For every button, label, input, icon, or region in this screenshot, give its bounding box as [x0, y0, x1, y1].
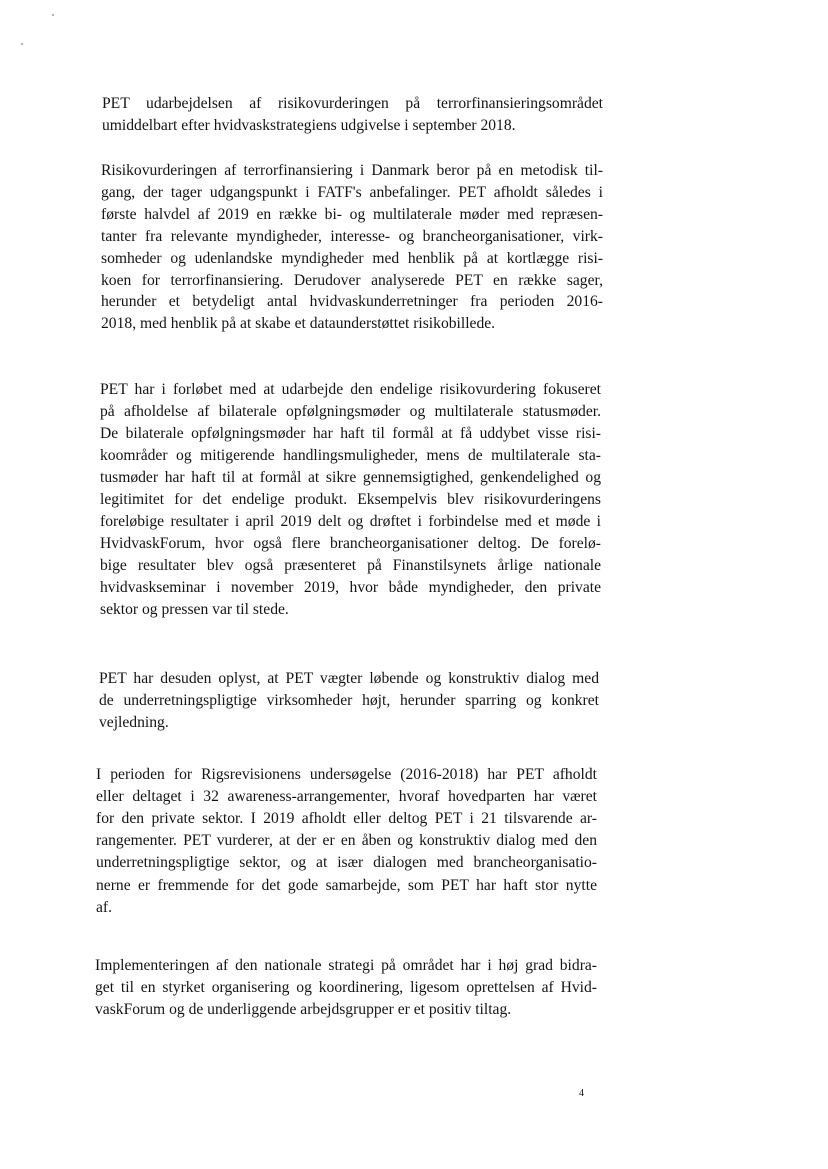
text-line: PET har desuden oplyst, at PET vægter løbende og konstruktiv dialog med — [99, 670, 599, 687]
text-line: de underretningspligtige virksomheder højt, herunder sparring og konkret — [99, 692, 599, 709]
text-line: vaskForum og de underliggende arbejdsgrupper er et positiv tiltag. — [95, 1001, 512, 1018]
text-line: eller deltaget i 32 awareness-arrangementer, hvoraf hovedparten har været — [96, 788, 597, 806]
text-line: af. — [96, 898, 113, 916]
text-line: hvidvaskseminar i november 2019, hvor både myndigheder, den private — [100, 579, 601, 596]
text-line: første halvdel af 2019 en række bi- og multilaterale møder med repræsen- — [101, 205, 603, 223]
text-line: på afholdelse af bilaterale opfølgningsmøder og multilaterale statusmøder. — [100, 403, 601, 420]
page-number: 4 — [579, 1088, 584, 1099]
text-line: tusmøder har haft til at formål at sikre gennemsigtighed, genkendelighed og — [100, 469, 601, 486]
text-line: umiddelbart efter hvidvaskstrategiens udgivelse i september 2018. — [102, 117, 516, 134]
text-line: foreløbige resultater i april 2019 delt og drøftet i forbindelse med et møde i — [100, 513, 601, 530]
scan-speck — [21, 43, 23, 45]
text-line: PET har i forløbet med at udarbejde den endelige risikovurdering fokuseret — [100, 381, 601, 398]
text-line: Implementeringen af den nationale strategi på området har i høj grad bidra- — [95, 957, 597, 974]
scan-speck — [52, 14, 54, 16]
text-line: get til en styrket organisering og koordinering, ligesom oprettelsen af Hvid- — [95, 979, 597, 996]
text-line: I perioden for Rigsrevisionens undersøgelse (2016-2018) har PET afholdt — [96, 766, 597, 783]
text-line: vejledning. — [99, 714, 169, 731]
text-line: rangementer. PET vurderer, at der er en åben og konstruktiv dialog med den — [96, 832, 597, 850]
text-line: for den private sektor. I 2019 afholdt eller deltog PET i 21 tilsvarende ar- — [96, 810, 597, 828]
text-line: tanter fra relevante myndigheder, interesse- og brancheorganisationer, virk- — [101, 227, 603, 245]
text-line: bige resultater blev også præsenteret på Finanstilsynets årlige nationale — [100, 557, 601, 574]
text-line: De bilaterale opfølgningsmøder har haft til formål at få uddybet visse risi- — [100, 425, 601, 442]
text-line: PET udarbejdelsen af risikovurderingen på terrorfinansieringsområdet — [102, 95, 603, 112]
text-line: HvidvaskForum, hvor også flere brancheorganisationer deltog. De forelø- — [100, 535, 601, 552]
text-line: koen for terrorfinansiering. Derudover analyserede PET en række sager, — [101, 271, 603, 289]
text-line: legitimitet for det endelige produkt. Eksempelvis blev risikovurderingens — [100, 491, 601, 508]
text-line: koområder og mitigerende handlingsmuligheder, mens de multilaterale sta- — [100, 447, 601, 464]
text-line: herunder et betydeligt antal hvidvaskunderretninger fra perioden 2016- — [101, 293, 603, 311]
text-line: gang, der tager udgangspunkt i FATF's anbefalinger. PET afholdt således i — [101, 183, 603, 201]
text-line: nerne er fremmende for det gode samarbejde, som PET har haft stor nytte — [96, 876, 597, 894]
text-line: 2018, med henblik på at skabe et dataunderstøttet risikobillede. — [101, 315, 496, 333]
text-line: underretningspligtige sektor, og at især dialogen med brancheorganisatio- — [96, 854, 597, 872]
text-line: sektor og pressen var til stede. — [100, 601, 289, 618]
text-line: Risikovurderingen af terrorfinansiering i Danmark beror på en metodisk til- — [101, 162, 603, 179]
text-line: somheder og udenlandske myndigheder med henblik på at kortlægge risi- — [101, 249, 603, 267]
